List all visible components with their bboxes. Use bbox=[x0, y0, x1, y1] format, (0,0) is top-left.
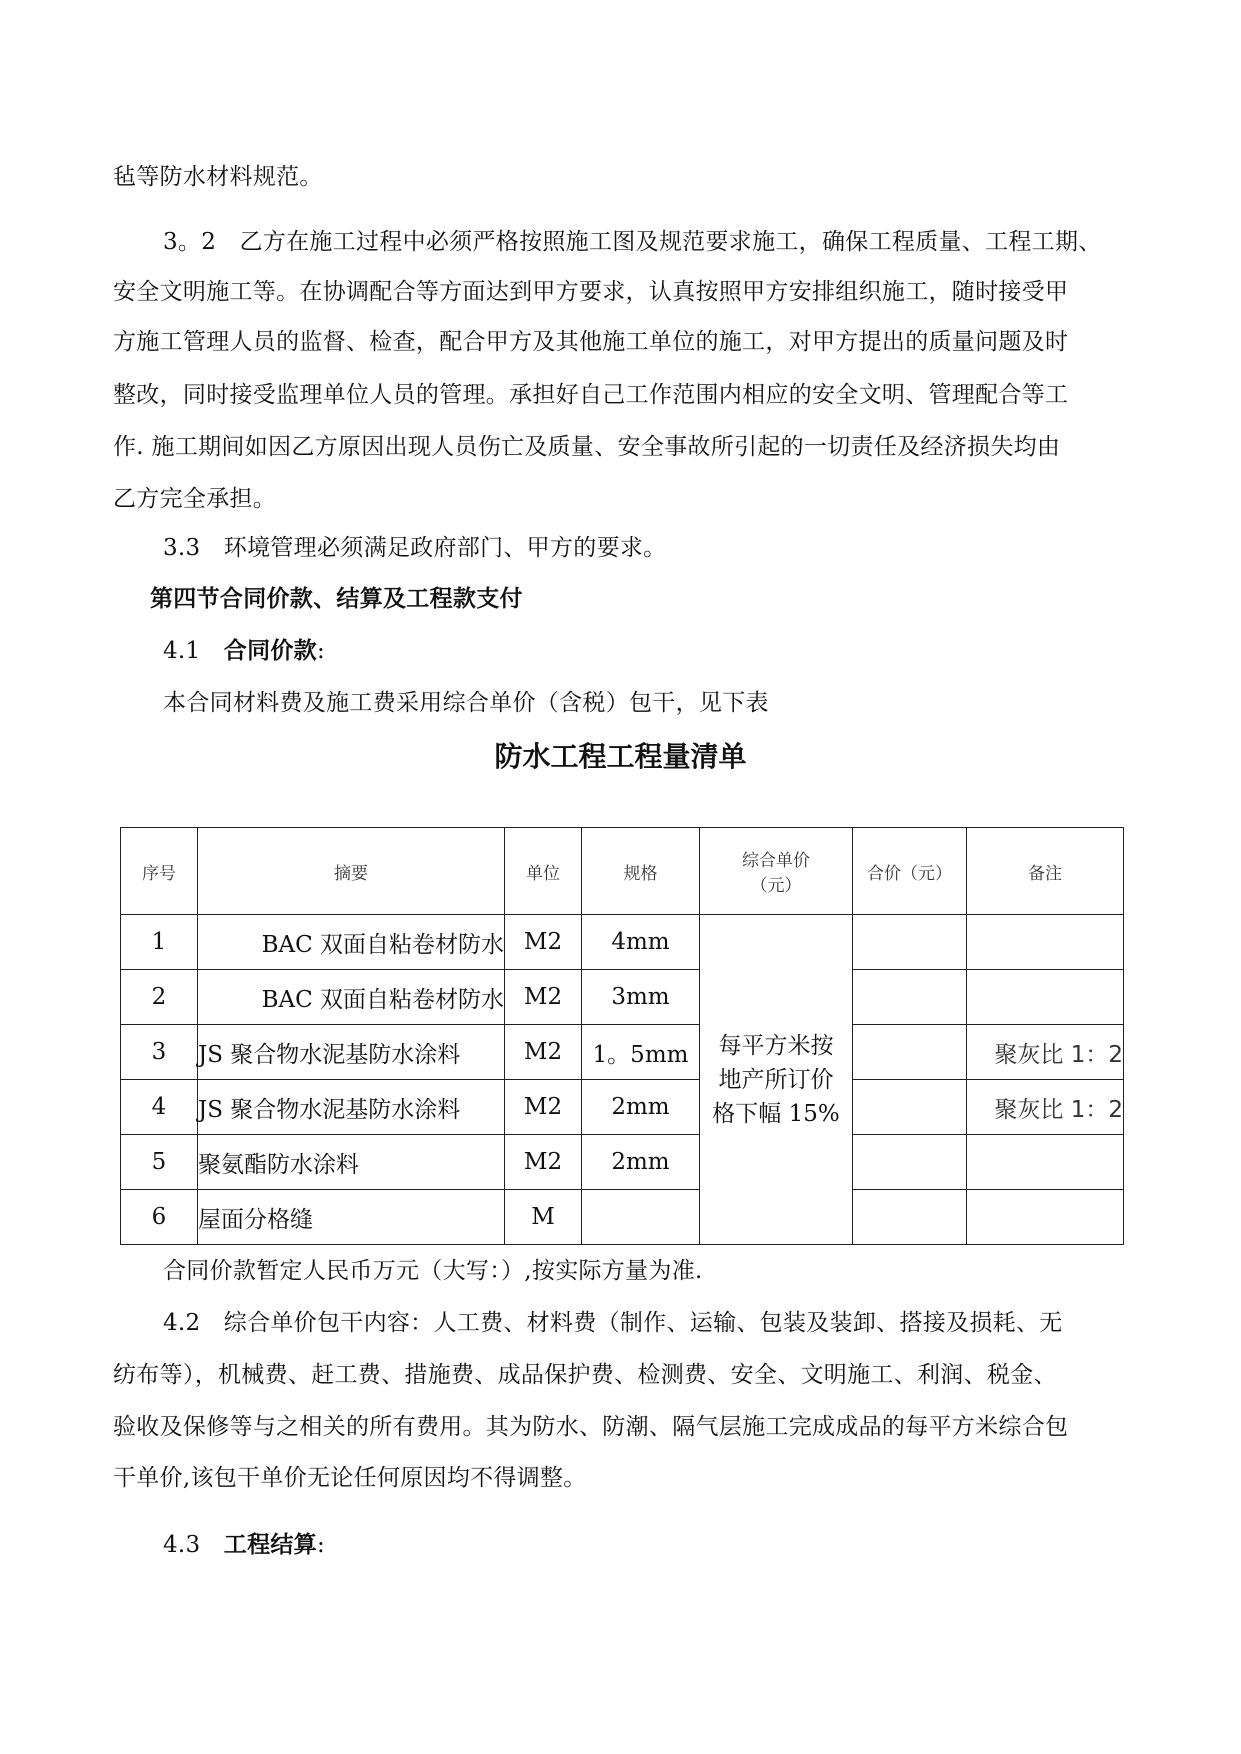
header-spec: 规格 bbox=[582, 828, 700, 915]
clause-title: 工程结算 bbox=[223, 1532, 317, 1558]
cell-remark bbox=[967, 1135, 1124, 1190]
clause-4-1 bbox=[163, 636, 1183, 666]
header-remark: 备注 bbox=[967, 828, 1124, 915]
header-total: 合价（元） bbox=[853, 828, 967, 915]
cell-unit: M2 bbox=[505, 970, 582, 1025]
cell-seq: 4 bbox=[121, 1080, 198, 1135]
cell-remark: 聚灰比 1：2 bbox=[967, 1025, 1124, 1080]
cell-total bbox=[853, 1190, 967, 1245]
cell-spec bbox=[582, 1190, 700, 1245]
table-header-row bbox=[121, 828, 1124, 915]
body-line: 验收及保修等与之相关的所有费用。其为防水、防潮、隔气层施工完成成品的每平方米综合包 bbox=[113, 1414, 1069, 1440]
cell-summary: JS 聚合物水泥基防水涂料 bbox=[198, 1025, 505, 1080]
cell-total bbox=[853, 1080, 967, 1135]
cell-summary: JS 聚合物水泥基防水涂料 bbox=[198, 1080, 505, 1135]
body-line: 方施工管理人员的监督、检查，配合甲方及其他施工单位的施工，对甲方提出的质量问题及时 bbox=[113, 329, 1069, 355]
table-title: 防水工程工程量清单 bbox=[494, 740, 747, 773]
cell-unit: M2 bbox=[505, 1135, 582, 1190]
body-line: 作. 施工期间如因乙方原因出现人员伤亡及质量、安全事故所引起的一切责任及经济损失均由 bbox=[113, 434, 1061, 460]
body-line: 乙方完全承担。 bbox=[113, 486, 277, 512]
body-line: 毡等防水材料规范。 bbox=[113, 164, 323, 190]
cell-summary: 聚氨酯防水涂料 bbox=[198, 1135, 505, 1190]
clause-4-2: 4.2 综合单价包干内容：人工费、材料费（制作、运输、包装及装卸、搭接及损耗、无 bbox=[163, 1310, 1063, 1336]
header-unit: 单位 bbox=[505, 828, 582, 915]
body-line: 纺布等），机械费、赶工费、措施费、成品保护费、检测费、安全、文明施工、利润、税金、 bbox=[113, 1362, 1057, 1388]
clause-number: 4.3 bbox=[163, 1532, 224, 1558]
body-line: 整改，同时接受监理单位人员的管理。承担好自己工作范围内相应的安全文明、管理配合等工 bbox=[113, 382, 1069, 408]
cell-spec: 3mm bbox=[582, 970, 700, 1025]
cell-spec: 4mm bbox=[582, 915, 700, 970]
table-row bbox=[121, 915, 1124, 970]
price-intro: 本合同材料费及施工费采用综合单价（含税）包干，见下表 bbox=[163, 690, 769, 716]
header-seq: 序号 bbox=[121, 828, 198, 915]
header-unit-price: 综合单价 （元） bbox=[700, 828, 853, 915]
cell-remark bbox=[967, 915, 1124, 970]
table-row bbox=[121, 1080, 1124, 1135]
cell-unit: M2 bbox=[505, 915, 582, 970]
cell-spec: 2mm bbox=[582, 1080, 700, 1135]
cell-seq: 1 bbox=[121, 915, 198, 970]
cell-remark bbox=[967, 970, 1124, 1025]
clause-title: 合同价款 bbox=[223, 638, 317, 664]
cell-summary: 屋面分格缝 bbox=[198, 1190, 505, 1245]
cell-unit: M2 bbox=[505, 1080, 582, 1135]
cell-remark bbox=[967, 1190, 1124, 1245]
cell-seq: 3 bbox=[121, 1025, 198, 1080]
cell-remark: 聚灰比 1：2 bbox=[967, 1080, 1124, 1135]
cell-seq: 5 bbox=[121, 1135, 198, 1190]
cell-unit: M bbox=[505, 1190, 582, 1245]
cell-spec: 1。5mm bbox=[582, 1025, 700, 1080]
table-row bbox=[121, 1190, 1124, 1245]
clause-colon: : bbox=[316, 1532, 326, 1558]
clause-colon: : bbox=[316, 638, 326, 664]
cell-total bbox=[853, 970, 967, 1025]
body-line: 干单价,该包干单价无论任何原因均不得调整。 bbox=[113, 1465, 587, 1491]
table-row bbox=[121, 1135, 1124, 1190]
section-heading: 第四节合同价款、结算及工程款支付 bbox=[150, 586, 523, 612]
body-line: 安全文明施工等。在协调配合等方面达到甲方要求，认真按照甲方安排组织施工，随时接受甲 bbox=[113, 279, 1069, 305]
contract-price-line: 合同价款暂定人民币万元（大写：）,按实际方量为准. bbox=[163, 1258, 703, 1284]
cell-total bbox=[853, 915, 967, 970]
cell-unit-price-merged: 每平方米按 地产所订价 格下幅 15% bbox=[700, 915, 853, 1245]
cell-unit: M2 bbox=[505, 1025, 582, 1080]
header-summary: 摘要 bbox=[198, 828, 505, 915]
cell-total bbox=[853, 1135, 967, 1190]
table-row bbox=[121, 970, 1124, 1025]
cell-seq: 6 bbox=[121, 1190, 198, 1245]
clause-4-3 bbox=[163, 1530, 1183, 1560]
clause-3-2: 3。2 乙方在施工过程中必须严格按照施工图及规范要求施工，确保工程质量、工程工期、 bbox=[163, 229, 1102, 255]
cell-summary: BAC 双面自粘卷材防水 bbox=[198, 915, 505, 970]
clause-number: 4.1 bbox=[163, 638, 224, 664]
cell-seq: 2 bbox=[121, 970, 198, 1025]
table-row bbox=[121, 1025, 1124, 1080]
quantity-table bbox=[120, 827, 1124, 1245]
cell-total bbox=[853, 1025, 967, 1080]
cell-summary: BAC 双面自粘卷材防水 bbox=[198, 970, 505, 1025]
cell-spec: 2mm bbox=[582, 1135, 700, 1190]
clause-3-3: 3.3 环境管理必须满足政府部门、甲方的要求。 bbox=[163, 535, 667, 561]
